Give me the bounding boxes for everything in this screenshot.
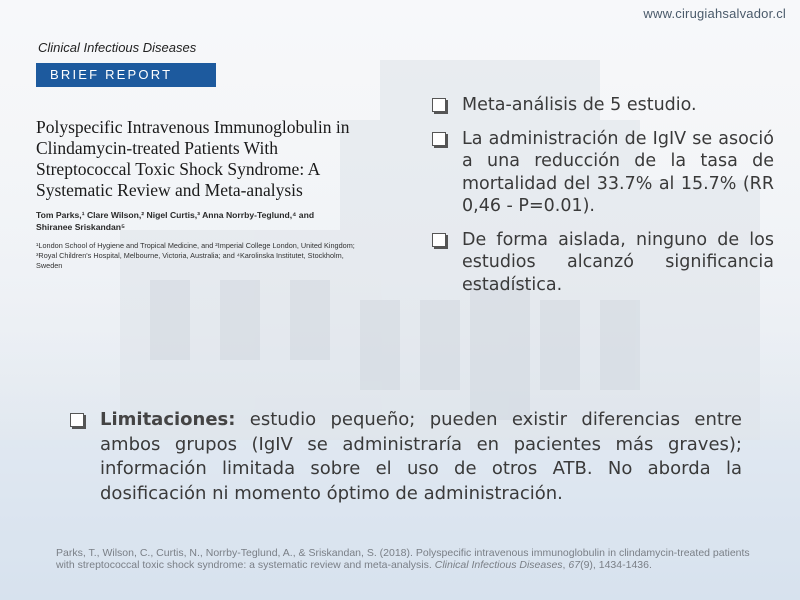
limitations-label: Limitaciones: — [100, 409, 236, 430]
bullet-text: La administración de IgIV se asoció a una reducción de la tasa de mortalidad del 33.7% al 15.7% (RR 0,46 - P=0.01). — [462, 128, 774, 216]
citation-main: Parks, T., Wilson, C., Curtis, N., Norrby-Teglund, A., & Sriskandan, S. (2018). Polyspecific intravenous immunoglobulin in clindamycin-treated patients with streptococcal toxic shock syndrome: a systematic review and meta-analysis. — [56, 547, 750, 571]
limitations-text: estudio pequeño; pueden existir diferencias entre ambos grupos (IgIV se administraría en pacientes más graves); información limitada sobre el uso de otros ATB. No aborda la dosificación ni momento óptimo de administración. — [100, 409, 742, 504]
brief-report-badge: BRIEF REPORT — [36, 63, 216, 87]
citation-volume-sep: , — [562, 558, 569, 571]
paper-title: Polyspecific Intravenous Immunoglobulin in Clindamycin-treated Patients With Streptococcal Toxic Shock Syndrome: A Systematic Review and Meta-analysis — [36, 117, 350, 200]
checkbox-bullet-icon — [432, 132, 446, 146]
bullet-item — [432, 229, 774, 297]
bullet-item — [432, 94, 774, 117]
site-url: www.cirugiahsalvador.cl — [643, 6, 786, 21]
citation-journal: Clinical Infectious Diseases — [434, 558, 563, 571]
findings-list — [432, 94, 774, 307]
bullet-text: De forma aislada, ninguno de los estudios alcanzó significancia estadística. — [462, 229, 774, 295]
bullet-item — [432, 128, 774, 218]
bullet-text: Meta-análisis de 5 estudio. — [462, 95, 697, 115]
citation-volume: 67 — [568, 558, 581, 571]
limitations-bullet — [70, 408, 742, 506]
citation-reference — [56, 548, 756, 571]
checkbox-bullet-icon — [432, 98, 446, 112]
journal-name: Clinical Infectious Diseases — [38, 40, 197, 55]
citation-tail: (9), 1434-1436. — [580, 558, 652, 571]
paper-affiliations: ¹London School of Hygiene and Tropical Medicine, and ²Imperial College London, United Kingdom; ³Royal Children's Hospital, Melbourne, Victoria, Australia; and ⁴Karolinska Institutet, Stockholm, Sweden — [36, 241, 355, 270]
checkbox-bullet-icon — [432, 233, 446, 247]
paper-header — [36, 40, 366, 271]
checkbox-bullet-icon — [70, 413, 84, 427]
paper-authors: Tom Parks,¹ Clare Wilson,² Nigel Curtis,³ Anna Norrby-Teglund,⁴ and Shiranee Sriskandan⁵ — [36, 210, 315, 232]
